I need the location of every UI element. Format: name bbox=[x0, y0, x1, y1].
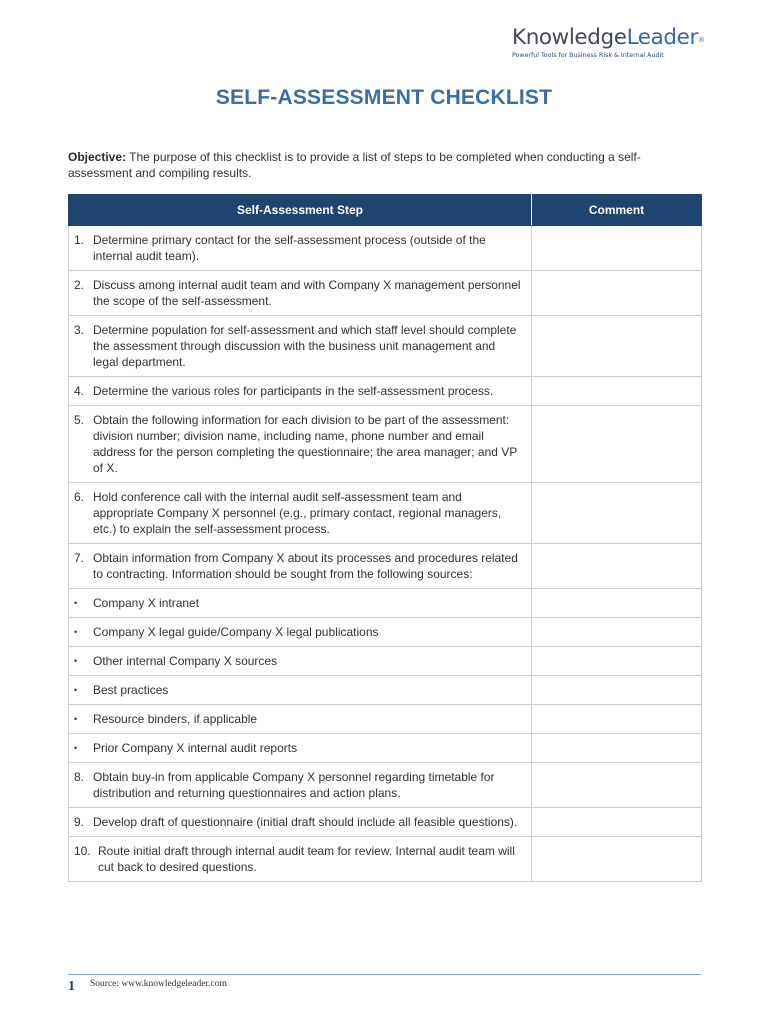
step-cell bbox=[69, 676, 532, 705]
bullet-marker: • bbox=[74, 714, 78, 724]
bullet-marker: • bbox=[74, 743, 78, 753]
comment-cell[interactable] bbox=[532, 618, 702, 647]
comment-cell[interactable] bbox=[532, 763, 702, 808]
step-text: Obtain information from Company X about its processes and procedures related to contracting. Information should be sought from the following sources: bbox=[93, 551, 518, 581]
logo-wordmark-knowledge: Knowledge bbox=[512, 25, 627, 50]
step-cell bbox=[69, 618, 532, 647]
step-number: 6. bbox=[74, 490, 85, 504]
objective-text: The purpose of this checklist is to provide a list of steps to be completed when conducting a self-assessment and compiling results. bbox=[68, 150, 641, 180]
table-row bbox=[69, 271, 702, 316]
table-row bbox=[69, 377, 702, 406]
table-row bbox=[69, 544, 702, 589]
objective-paragraph bbox=[68, 149, 688, 181]
step-number: 2. bbox=[74, 278, 85, 292]
comment-cell[interactable] bbox=[532, 377, 702, 406]
step-text: Other internal Company X sources bbox=[93, 654, 278, 668]
comment-cell[interactable] bbox=[532, 676, 702, 705]
logo-tagline: Powerful Tools for Business Risk & Internal Audit bbox=[512, 52, 664, 59]
table-row bbox=[69, 837, 702, 882]
step-text: Determine primary contact for the self-assessment process (outside of the internal audit team). bbox=[93, 233, 486, 263]
table-row bbox=[69, 734, 702, 763]
comment-cell[interactable] bbox=[532, 483, 702, 544]
step-text: Develop draft of questionnaire (initial draft should include all feasible questions). bbox=[93, 815, 518, 829]
step-number: 1. bbox=[74, 233, 85, 247]
step-cell bbox=[69, 763, 532, 808]
table-row bbox=[69, 226, 702, 271]
comment-cell[interactable] bbox=[532, 316, 702, 377]
bullet-marker: • bbox=[74, 685, 78, 695]
table-row bbox=[69, 705, 702, 734]
step-cell bbox=[69, 271, 532, 316]
step-text: Company X legal guide/Company X legal publications bbox=[93, 625, 379, 639]
page-title: SELF-ASSESSMENT CHECKLIST bbox=[215, 86, 553, 109]
registered-mark: ® bbox=[697, 36, 705, 44]
table-row bbox=[69, 406, 702, 483]
footer-divider bbox=[68, 974, 701, 975]
step-cell bbox=[69, 544, 532, 589]
comment-cell[interactable] bbox=[532, 406, 702, 483]
header-step: Self-Assessment Step bbox=[69, 195, 532, 226]
table-header-row bbox=[69, 195, 702, 226]
header-comment: Comment bbox=[532, 195, 702, 226]
table-row bbox=[69, 647, 702, 676]
step-cell bbox=[69, 837, 532, 882]
step-text: Prior Company X internal audit reports bbox=[93, 741, 298, 755]
step-text: Best practices bbox=[93, 683, 169, 697]
knowledgeleader-logo bbox=[512, 24, 712, 59]
step-number: 9. bbox=[74, 815, 85, 829]
comment-cell[interactable] bbox=[532, 837, 702, 882]
table-row bbox=[69, 763, 702, 808]
step-text: Obtain the following information for each division to be part of the assessment: division number; division name, including name, phone number and email address for the person completing the questionnaire; the area manager; and VP of X. bbox=[93, 413, 518, 475]
comment-cell[interactable] bbox=[532, 271, 702, 316]
table-row bbox=[69, 589, 702, 618]
logo-wordmark bbox=[512, 24, 712, 52]
table-row bbox=[69, 618, 702, 647]
table-row bbox=[69, 316, 702, 377]
step-text: Route initial draft through internal audit team for review. Internal audit team will cut back to desired questions. bbox=[98, 844, 515, 874]
step-cell bbox=[69, 483, 532, 544]
bullet-marker: • bbox=[74, 598, 78, 608]
step-cell bbox=[69, 406, 532, 483]
step-text: Hold conference call with the internal audit self-assessment team and appropriate Company X personnel (e.g., primary contact, regional managers, etc.) to explain the self-assessment process. bbox=[93, 490, 502, 536]
step-cell bbox=[69, 226, 532, 271]
comment-cell[interactable] bbox=[532, 705, 702, 734]
step-text: Obtain buy-in from applicable Company X personnel regarding timetable for distribution and returning questionnaires and action plans. bbox=[93, 770, 495, 800]
comment-cell[interactable] bbox=[532, 544, 702, 589]
step-cell bbox=[69, 589, 532, 618]
page-number: 1 bbox=[68, 979, 75, 994]
step-number: 4. bbox=[74, 384, 85, 398]
step-text: Company X intranet bbox=[93, 596, 200, 610]
checklist-table bbox=[68, 194, 702, 882]
comment-cell[interactable] bbox=[532, 808, 702, 837]
step-number: 3. bbox=[74, 323, 85, 337]
logo-wordmark-leader: Leader bbox=[626, 25, 698, 50]
objective-label: Objective: bbox=[68, 150, 127, 164]
step-text: Determine population for self-assessment and which staff level should complete the assessment through discussion with the business unit management and legal department. bbox=[93, 323, 517, 369]
comment-cell[interactable] bbox=[532, 647, 702, 676]
comment-cell[interactable] bbox=[532, 589, 702, 618]
step-cell bbox=[69, 734, 532, 763]
step-cell bbox=[69, 705, 532, 734]
step-number: 5. bbox=[74, 413, 85, 427]
table-row bbox=[69, 676, 702, 705]
table-row bbox=[69, 483, 702, 544]
step-cell bbox=[69, 647, 532, 676]
step-number: 7. bbox=[74, 551, 85, 565]
step-text: Discuss among internal audit team and with Company X management personnel the scope of the self-assessment. bbox=[93, 278, 521, 308]
step-cell bbox=[69, 316, 532, 377]
step-number: 10. bbox=[74, 844, 91, 858]
comment-cell[interactable] bbox=[532, 226, 702, 271]
source-citation: Source: www.knowledgeleader.com bbox=[90, 979, 227, 989]
bullet-marker: • bbox=[74, 656, 78, 666]
bullet-marker: • bbox=[74, 627, 78, 637]
step-number: 8. bbox=[74, 770, 85, 784]
step-text: Resource binders, if applicable bbox=[93, 712, 258, 726]
comment-cell[interactable] bbox=[532, 734, 702, 763]
step-cell bbox=[69, 808, 532, 837]
table-row bbox=[69, 808, 702, 837]
step-cell bbox=[69, 377, 532, 406]
step-text: Determine the various roles for participants in the self-assessment process. bbox=[93, 384, 494, 398]
